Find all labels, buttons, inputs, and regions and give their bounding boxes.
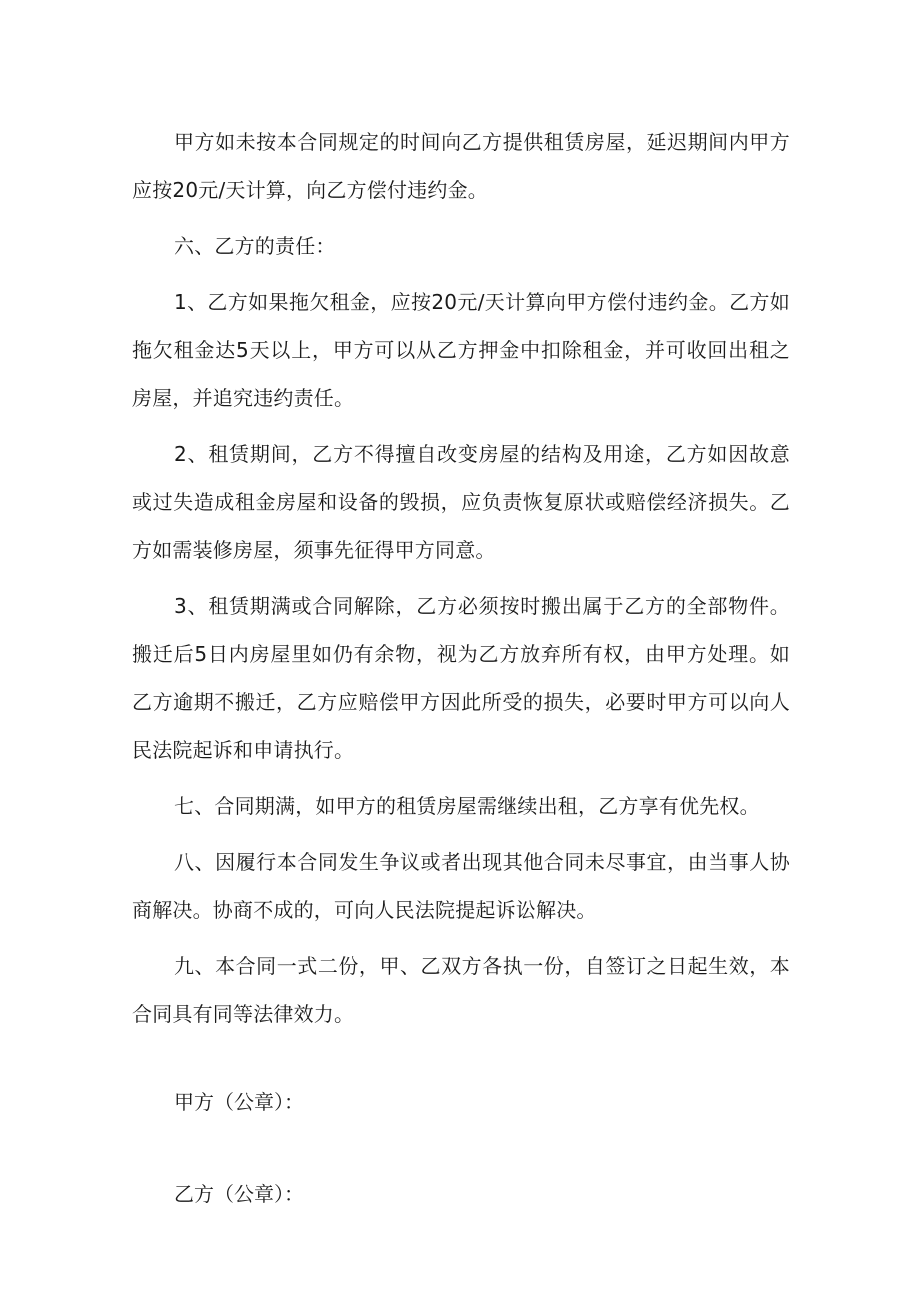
clause-move-out: 3、租赁期满或合同解除，乙方必须按时搬出属于乙方的全部物件。搬迁后5日内房屋里如仍有余物，视为乙方放弃所有权，由甲方处理。如乙方逾期不搬迁，乙方应赔偿甲方因此所受的损失，必要时甲方可以向人民法院起诉和申请执行。 bbox=[132, 594, 790, 762]
signature-party-a: 甲方（公章）： bbox=[174, 1090, 304, 1114]
section-priority-renewal: 七、合同期满，如甲方的租赁房屋需继续出租，乙方享有优先权。 bbox=[174, 794, 760, 818]
section-dispute-resolution: 八、因履行本合同发生争议或者出现其他合同未尽事宜，由当事人协商解决。协商不成的，可向人民法院提起诉讼解决。 bbox=[132, 850, 790, 922]
document-body bbox=[132, 118, 790, 1218]
signature-party-b: 乙方（公章）： bbox=[174, 1182, 304, 1206]
paragraph-landlord-delay-penalty: 甲方如未按本合同规定的时间向乙方提供租赁房屋，延迟期间内甲方应按20元/天计算，向乙方偿付违约金。 bbox=[132, 130, 790, 202]
section-copies-and-effect: 九、本合同一式二份，甲、乙双方各执一份，自签订之日起生效，本合同具有同等法律效力。 bbox=[132, 954, 790, 1026]
section-heading-tenant-responsibilities: 六、乙方的责任： bbox=[174, 234, 336, 258]
clause-rent-arrears: 1、乙方如果拖欠租金，应按20元/天计算向甲方偿付违约金。乙方如拖欠租金达5天以上，甲方可以从乙方押金中扣除租金，并可收回出租之房屋，并追究违约责任。 bbox=[132, 290, 790, 410]
clause-structure-and-damage: 2、租赁期间，乙方不得擅自改变房屋的结构及用途，乙方如因故意或过失造成租金房屋和设备的毁损，应负责恢复原状或赔偿经济损失。乙方如需装修房屋，须事先征得甲方同意。 bbox=[132, 442, 790, 562]
